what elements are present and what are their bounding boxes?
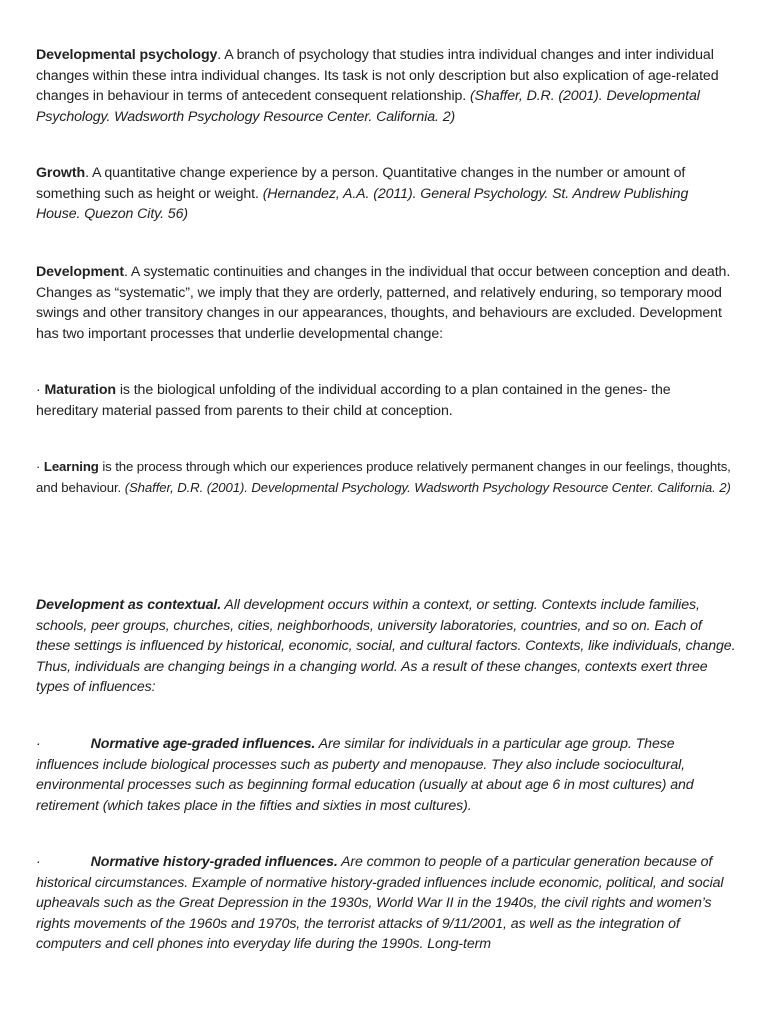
term-development-contextual: Development as contextual. [36, 597, 222, 613]
bullet: · [36, 736, 41, 752]
paragraph-normative-age-graded [36, 734, 736, 816]
citation: (Shaffer, D.R. (2001). Developmental Psychology. Wadsworth Psychology Resource Center. California. 2) [36, 88, 700, 125]
paragraph-development-contextual [36, 595, 736, 698]
paragraph-normative-history-graded [36, 852, 736, 955]
bullet: · [36, 382, 45, 398]
term-normative-age-graded: Normative age-graded influences. [90, 736, 316, 752]
bullet: · [36, 459, 44, 474]
term-normative-history-graded: Normative history-graded influences. [90, 854, 338, 870]
term-development: Development [36, 264, 124, 280]
term-learning: Learning [43, 459, 99, 474]
paragraph-growth [36, 163, 736, 225]
citation: (Hernandez, A.A. (2011). General Psychology. St. Andrew Publishing House. Quezon City. 56) [36, 185, 689, 222]
definition-text: All development occurs within a context, or setting. Contexts include families, schools, peer groups, churches, cities, neighborhoods, university laboratories, countries, and so on. Each of these settings is influenced by historical, economic, social, and cultural factors. Contexts, like individuals, change. Thus, individuals are changing beings in a changing world. As a result of these changes, contexts exert three types of influences: [36, 597, 736, 695]
citation: (Shaffer, D.R. (2001). Developmental Psychology. Wadsworth Psychology Resource Center. California. 2) [124, 479, 731, 495]
definition-text: Are similar for individuals in a particular age group. These influences include biological processes such as puberty and menopause. They also include sociocultural, environmental processes such as beginning formal education (usually at about age 6 in most cultures) and retirement (which takes place in the fifties and sixties in most cultures). [36, 736, 694, 814]
term-growth: Growth [36, 165, 86, 181]
paragraph-development [36, 262, 736, 344]
paragraph-maturation [36, 380, 736, 421]
term-developmental-psychology: Developmental psychology [36, 47, 218, 63]
definition-text: . A systematic continuities and changes in the individual that occur between conception and death. Changes as “systematic”, we imply that they are orderly, patterned, and relatively enduring, so temporary mood swings and other transitory changes in our appearances, thoughts, and behaviours are excluded. Development has two important processes that underlie developmental change: [36, 264, 731, 342]
bullet: · [36, 854, 41, 870]
definition-text: . A quantitative change experience by a person. Quantitative changes in the number or amount of something such as height or weight. [36, 165, 686, 202]
definition-text: is the process through which our experiences produce relatively permanent changes in our feelings, thoughts, and behaviour. [36, 459, 731, 495]
paragraph-developmental-psychology [36, 45, 736, 127]
term-maturation: Maturation [44, 382, 116, 398]
definition-text: is the biological unfolding of the individual according to a plan contained in the genes- the hereditary material passed from parents to their child at conception. [36, 382, 671, 419]
definition-text: . A branch of psychology that studies intra individual changes and inter individual changes within these intra individual changes. Its task is not only description but also explication of age-related changes in behaviour in terms of antecedent consequent relationship. [36, 47, 719, 104]
definition-text: Are common to people of a particular generation because of historical circumstances. Example of normative history-graded influences include economic, political, and social upheavals such as the Great Depression in the 1930s, World War II in the 1940s, the civil rights and women’s rights movements of the 1960s and 1970s, the terrorist attacks of 9/11/2001, as well as the integration of computers and cell phones into everyday life during the 1990s. Long-term [36, 854, 724, 952]
paragraph-learning [36, 457, 736, 498]
